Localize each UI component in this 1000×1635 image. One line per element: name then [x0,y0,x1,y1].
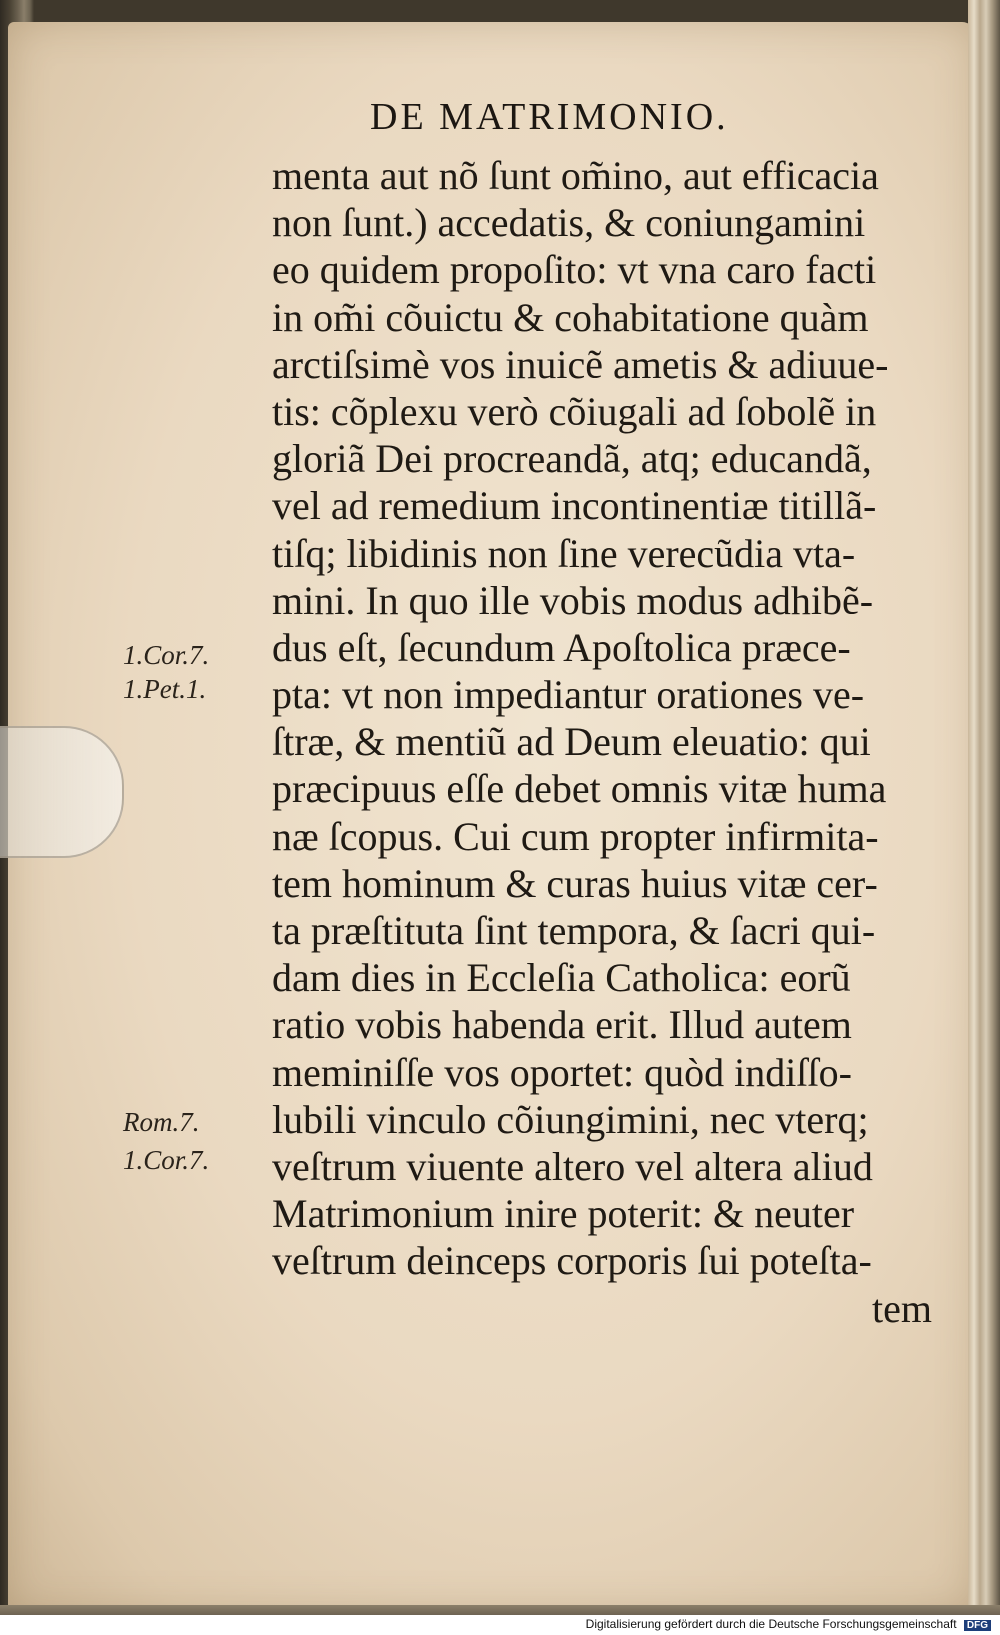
marginal-note: 1.Pet.1. [123,674,207,704]
text-line: ta præſtituta ſint tempora, & ſacri qui- [272,908,876,953]
text-line: menta aut nõ ſunt om̃ino, aut efficacia [272,153,879,198]
text-line: tis: cõplexu verò cõiugali ad ſobolẽ in [272,388,877,434]
text-line: arctiſsimè vos inuicẽ ametis & adiuue- [272,341,889,387]
text-line: veſtrum viuente altero vel altera aliud [272,1143,873,1189]
text-line: næ ſcopus. Cui cum propter infirmita- [272,813,879,859]
text-line: ſtræ, & mentiũ ad Deum eleuatio: qui [272,719,871,765]
marginal-note: 1.Cor.7. [123,640,210,670]
paper-clip [0,726,124,858]
text-line: non ſunt.) accedatis, & coniungamini [272,200,866,246]
text-line: dus eſt, ſecundum Apoſtolica præce- [272,624,851,670]
footer-credit [581,1617,991,1631]
text-line: ratio vobis habenda erit. Illud autem [272,1002,852,1048]
text-line: tem hominum & curas huius vitæ cer- [272,860,878,906]
text-line: eo quidem propoſito: vt vna caro facti [272,247,877,293]
catchword: tem [872,1285,932,1331]
running-header: DE MATRIMONIO. [370,96,729,138]
text-line: præcipuus eſſe debet omnis vitæ huma [272,766,887,812]
marginal-note: 1.Cor.7. [123,1145,210,1175]
text-line: vel ad remedium incontinentiæ titillã- [272,483,877,529]
dfg-logo: DFG [964,1620,991,1631]
text-line: meminiſſe vos oportet: quòd indiſſo- [272,1049,852,1095]
text-line: gloriã Dei procreandã, atq; educandã, [272,436,872,482]
text-line: Matrimonium inire poterit: & neuter [272,1191,855,1237]
text-line: mini. In quo ille vobis modus adhibẽ- [272,577,874,623]
marginal-note: Rom.7. [123,1107,200,1137]
text-line: lubili vinculo cõiungimini, nec vterq; [272,1096,869,1142]
text-line: pta: vt non impediantur orationes ve- [272,672,865,718]
page-edge [968,0,1000,1635]
body-text [272,152,952,1332]
text-line: dam dies in Eccleſia Catholica: eorũ [272,955,851,1001]
text-line: tiſq; libidinis non ſine verecũdia vta- [272,530,856,576]
text-line: veſtrum deinceps corporis ſui poteſta- [272,1238,872,1284]
footer-text: Digitalisierung gefördert durch die Deutsche Forschungsgemeinschaft [585,1617,957,1631]
text-line: in om̃i cõuictu & cohabitatione quàm [272,294,869,340]
